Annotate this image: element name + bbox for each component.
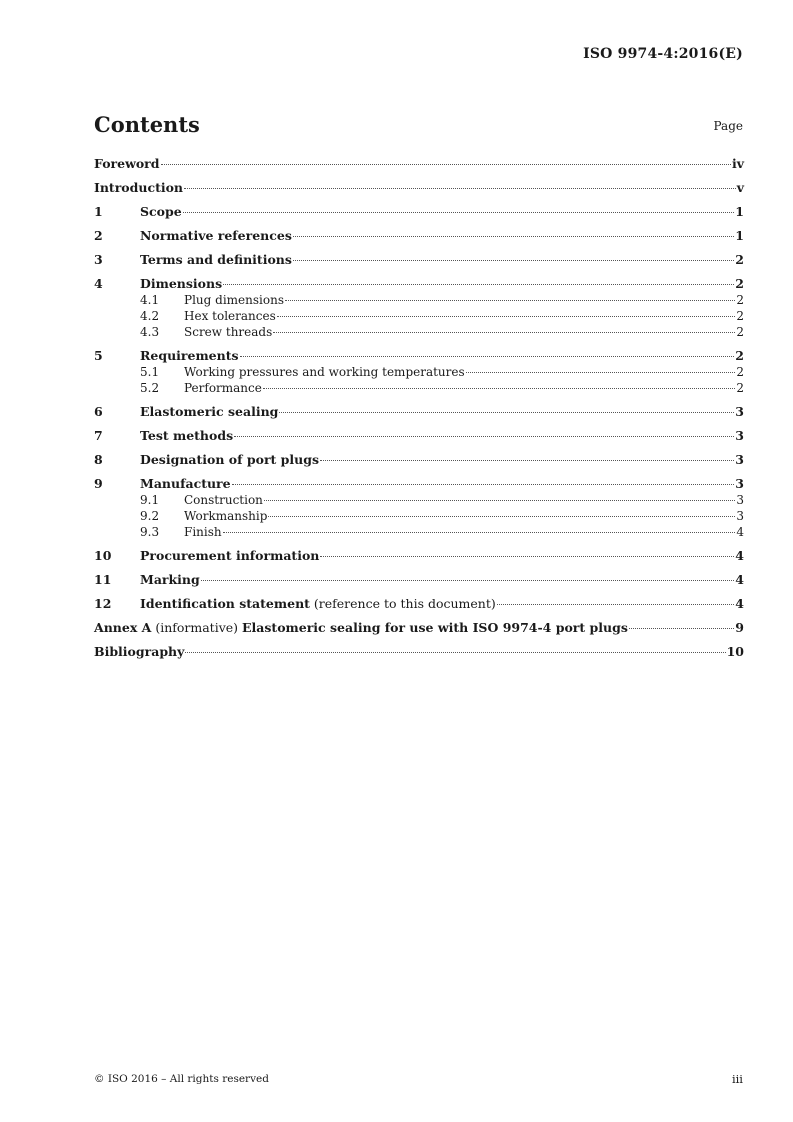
leader-dots [234, 436, 734, 437]
toc-page: 3 [735, 428, 744, 443]
toc-entry-test-methods[interactable] [94, 428, 744, 444]
toc-number: 9.3 [140, 525, 160, 539]
leader-dots [285, 300, 735, 301]
toc-number: 3 [94, 252, 103, 267]
toc-label-bold: Identification statement [140, 596, 310, 611]
toc-label: Normative references [140, 228, 292, 243]
leader-dots [264, 500, 735, 501]
toc-label [140, 596, 496, 612]
leader-dots [232, 484, 735, 485]
leader-dots [466, 372, 736, 373]
toc-entry-construction[interactable] [94, 492, 744, 508]
toc-entry-introduction[interactable] [94, 180, 744, 196]
toc-number: 5 [94, 348, 103, 363]
toc-number: 10 [94, 548, 112, 563]
leader-dots [293, 260, 734, 261]
toc-entry-performance[interactable] [94, 380, 744, 396]
toc-page: 2 [735, 276, 744, 291]
toc-label: Procurement information [140, 548, 320, 563]
toc-page: v [736, 180, 744, 195]
toc-label: Introduction [94, 180, 184, 195]
toc-entry-identification-statement[interactable] [94, 596, 744, 612]
toc-label: Performance [184, 381, 262, 395]
toc-number: 5.2 [140, 381, 160, 395]
document-id: ISO 9974-4:2016(E) [583, 46, 743, 62]
toc-number: 9.1 [140, 493, 160, 507]
toc-label-informative: (informative) [151, 620, 243, 635]
toc-number: 7 [94, 428, 103, 443]
toc-number: 9 [94, 476, 103, 491]
toc-page: 9 [735, 620, 744, 635]
toc-label: Plug dimensions [184, 293, 284, 307]
toc-number: 1 [94, 204, 103, 219]
toc-page: 2 [735, 348, 744, 363]
leader-dots [183, 212, 735, 213]
toc-label: Working pressures and working temperatures [184, 365, 465, 379]
leader-dots [320, 460, 734, 461]
toc-page: 2 [736, 381, 744, 395]
toc-page: 1 [735, 204, 744, 219]
toc-page: 3 [735, 476, 744, 491]
toc-entry-screw-threads[interactable] [94, 324, 744, 340]
toc-number: 9.2 [140, 509, 160, 523]
toc-entry-procurement-information[interactable] [94, 548, 744, 564]
toc-entry-normative-references[interactable] [94, 228, 744, 244]
toc-label: Dimensions [140, 276, 223, 291]
toc-label: Foreword [94, 156, 160, 171]
leader-dots [293, 236, 734, 237]
toc-label: Scope [140, 204, 182, 219]
leader-dots [277, 316, 736, 317]
toc-label-bold: Annex A [94, 620, 152, 635]
toc-label: Requirements [140, 348, 239, 363]
toc-number: 12 [94, 596, 112, 611]
footer-page-number: iii [731, 1072, 743, 1086]
leader-dots [263, 388, 736, 389]
leader-dots [273, 332, 735, 333]
toc-number: 2 [94, 228, 103, 243]
footer-copyright: © ISO 2016 – All rights reserved [94, 1073, 269, 1085]
toc-entry-requirements[interactable] [94, 348, 744, 364]
page-column-label: Page [713, 119, 743, 133]
leader-dots [223, 284, 734, 285]
toc-page: 4 [735, 596, 744, 611]
toc-page: 2 [736, 309, 744, 323]
leader-dots [223, 532, 736, 533]
toc-page: 3 [735, 452, 744, 467]
toc-entry-elastomeric-sealing[interactable] [94, 404, 744, 420]
toc-entry-designation[interactable] [94, 452, 744, 468]
toc-number: 4.2 [140, 309, 160, 323]
toc-label: Terms and definitions [140, 252, 292, 267]
leader-dots [185, 652, 725, 653]
toc-number: 5.1 [140, 365, 160, 379]
leader-dots [161, 164, 731, 165]
leader-dots [279, 412, 734, 413]
toc-entry-scope[interactable] [94, 204, 744, 220]
toc-entry-workmanship[interactable] [94, 508, 744, 524]
toc-entry-bibliography[interactable] [94, 644, 744, 660]
leader-dots [320, 556, 734, 557]
leader-dots [201, 580, 735, 581]
toc-label: Hex tolerances [184, 309, 276, 323]
toc-label: Screw threads [184, 325, 273, 339]
toc-entry-annex-a[interactable] [94, 620, 744, 636]
leader-dots [497, 604, 735, 605]
toc-entry-hex-tolerances[interactable] [94, 308, 744, 324]
toc-page: 1 [735, 228, 744, 243]
toc-page: 2 [735, 252, 744, 267]
toc-number: 4.3 [140, 325, 160, 339]
toc-entry-finish[interactable] [94, 524, 744, 540]
toc-page: 4 [736, 525, 744, 539]
toc-label: Finish [184, 525, 222, 539]
toc-label-annex-title: Elastomeric sealing for use with ISO 9974-4 port plugs [242, 620, 628, 635]
toc-label [94, 620, 628, 636]
contents-title: Contents [94, 112, 200, 137]
toc-number: 8 [94, 452, 103, 467]
toc-entry-working-pressures[interactable] [94, 364, 744, 380]
toc-entry-plug-dimensions[interactable] [94, 292, 744, 308]
toc-page: iv [731, 156, 744, 171]
toc-label: Elastomeric sealing [140, 404, 279, 419]
leader-dots [184, 188, 736, 189]
toc-entry-manufacture[interactable] [94, 476, 744, 492]
leader-dots [629, 628, 734, 629]
toc-label-suffix: (reference to this document) [309, 596, 496, 611]
toc-page: 3 [736, 509, 744, 523]
toc-number: 4.1 [140, 293, 160, 307]
toc-label: Construction [184, 493, 263, 507]
leader-dots [268, 516, 735, 517]
toc-entry-marking[interactable] [94, 572, 744, 588]
toc-entry-foreword[interactable] [94, 156, 744, 172]
toc-number: 11 [94, 572, 112, 587]
toc-number: 6 [94, 404, 103, 419]
toc-page: 4 [735, 572, 744, 587]
toc-number: 4 [94, 276, 103, 291]
toc-page: 3 [735, 404, 744, 419]
toc-entry-terms-and-definitions[interactable] [94, 252, 744, 268]
table-of-contents [94, 156, 744, 660]
toc-label: Manufacture [140, 476, 231, 491]
toc-entry-dimensions[interactable] [94, 276, 744, 292]
toc-page: 2 [736, 325, 744, 339]
toc-label: Marking [140, 572, 200, 587]
toc-page: 2 [736, 293, 744, 307]
leader-dots [240, 356, 735, 357]
toc-page: 3 [736, 493, 744, 507]
toc-label: Designation of port plugs [140, 452, 320, 467]
toc-label: Test methods [140, 428, 234, 443]
toc-label: Workmanship [184, 509, 268, 523]
toc-page: 10 [726, 644, 744, 659]
toc-label: Bibliography [94, 644, 185, 659]
toc-page: 2 [736, 365, 744, 379]
toc-page: 4 [735, 548, 744, 563]
